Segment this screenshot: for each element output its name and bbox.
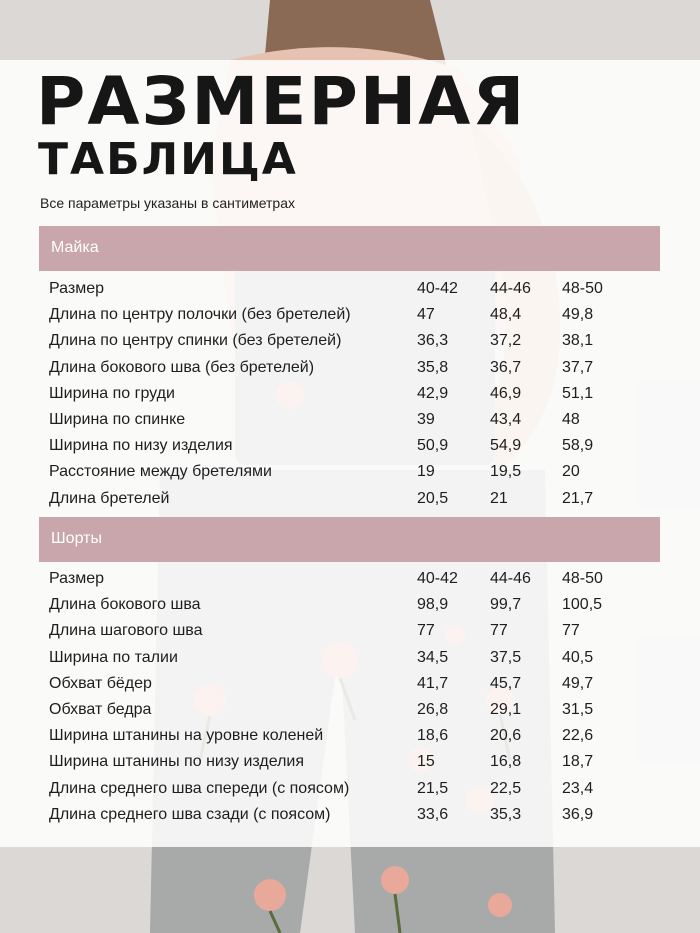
section-header-shorts <box>39 517 660 562</box>
size-value: 37,5 <box>490 648 522 666</box>
section-header-top <box>39 226 660 271</box>
size-value: 26,8 <box>417 700 449 718</box>
size-value: 15 <box>417 753 435 771</box>
size-value: 21 <box>490 489 508 507</box>
size-value: 42,9 <box>417 384 449 402</box>
size-value: 18,6 <box>417 727 449 745</box>
size-value: 46,9 <box>490 384 522 402</box>
table-row <box>0 486 700 512</box>
row-label: Длина шагового шва <box>49 622 203 640</box>
size-value: 48 <box>562 410 580 428</box>
size-value: 38,1 <box>562 332 594 350</box>
row-label: Обхват бёдер <box>49 674 152 692</box>
size-value: 36,3 <box>417 332 449 350</box>
size-value: 98,9 <box>417 596 449 614</box>
size-value: 33,6 <box>417 805 449 823</box>
row-label: Ширина по спинке <box>49 410 186 428</box>
table-row <box>0 592 700 618</box>
table-row <box>0 433 700 459</box>
size-value: 54,9 <box>490 437 522 455</box>
row-label: Обхват бедра <box>49 700 152 718</box>
row-label: Ширина по талии <box>49 648 178 666</box>
table-header-row <box>0 566 700 592</box>
subtitle: Все параметры указаны в сантиметрах <box>40 195 296 211</box>
row-label: Длина среднего шва спереди (с поясом) <box>49 779 350 797</box>
size-table-top <box>0 276 700 512</box>
size-value: 16,8 <box>490 753 522 771</box>
row-label: Длина бокового шва <box>49 596 201 614</box>
size-value: 49,8 <box>562 306 594 324</box>
table-row <box>0 618 700 644</box>
size-value: 35,3 <box>490 805 522 823</box>
size-value: 99,7 <box>490 596 522 614</box>
size-value: 36,7 <box>490 358 522 376</box>
size-value: 18,7 <box>562 753 594 771</box>
table-row <box>0 697 700 723</box>
table-row <box>0 328 700 354</box>
size-value: 37,2 <box>490 332 522 350</box>
size-value: 22,5 <box>490 779 522 797</box>
size-value: 51,1 <box>562 384 594 402</box>
size-value: 48-50 <box>562 570 603 587</box>
row-label: Расстояние между бретелями <box>49 463 272 481</box>
size-value: 31,5 <box>562 700 594 718</box>
table-row <box>0 355 700 381</box>
row-label: Размер <box>49 570 104 587</box>
size-value: 21,5 <box>417 779 449 797</box>
size-value: 49,7 <box>562 674 594 692</box>
size-value: 36,9 <box>562 805 594 823</box>
table-header-row <box>0 276 700 302</box>
row-label: Длина по центру спинки (без бретелей) <box>49 332 342 350</box>
size-value: 48-50 <box>562 280 603 297</box>
row-label: Ширина штанины на уровне коленей <box>49 727 324 745</box>
row-label: Длина бокового шва (без бретелей) <box>49 358 315 376</box>
size-value: 58,9 <box>562 437 594 455</box>
size-value: 44-46 <box>490 570 531 587</box>
size-value: 34,5 <box>417 648 449 666</box>
table-row <box>0 671 700 697</box>
size-value: 20,5 <box>417 489 449 507</box>
size-value: 40,5 <box>562 648 594 666</box>
table-row <box>0 723 700 749</box>
size-value: 47 <box>417 306 435 324</box>
table-row <box>0 776 700 802</box>
size-value: 20 <box>562 463 580 481</box>
table-row <box>0 802 700 828</box>
size-value: 48,4 <box>490 306 522 324</box>
size-value: 23,4 <box>562 779 594 797</box>
size-value: 21,7 <box>562 489 594 507</box>
row-label: Ширина штанины по низу изделия <box>49 753 304 771</box>
table-row <box>0 459 700 485</box>
size-value: 44-46 <box>490 280 531 297</box>
size-value: 77 <box>490 622 508 640</box>
size-value: 22,6 <box>562 727 594 745</box>
row-label: Ширина по низу изделия <box>49 437 233 455</box>
size-value: 29,1 <box>490 700 522 718</box>
table-row <box>0 749 700 775</box>
row-label: Размер <box>49 280 104 297</box>
row-label: Длина среднего шва сзади (с поясом) <box>49 805 331 823</box>
table-row <box>0 381 700 407</box>
size-value: 43,4 <box>490 410 522 428</box>
size-value: 40-42 <box>417 570 458 587</box>
size-value: 19,5 <box>490 463 522 481</box>
row-label: Длина по центру полочки (без бретелей) <box>49 306 351 324</box>
row-label: Длина бретелей <box>49 489 170 507</box>
page-title: РАЗМЕРНАЯ <box>36 63 527 140</box>
size-value: 77 <box>417 622 435 640</box>
size-value: 41,7 <box>417 674 449 692</box>
row-label: Ширина по груди <box>49 384 175 402</box>
section-header-label: Шорты <box>51 530 102 547</box>
table-row <box>0 645 700 671</box>
size-value: 40-42 <box>417 280 458 297</box>
table-row <box>0 302 700 328</box>
size-value: 37,7 <box>562 358 594 376</box>
size-value: 20,6 <box>490 727 522 745</box>
size-value: 35,8 <box>417 358 449 376</box>
size-value: 50,9 <box>417 437 449 455</box>
size-value: 19 <box>417 463 435 481</box>
size-value: 100,5 <box>562 596 603 614</box>
section-header-label: Майка <box>51 239 99 256</box>
table-row <box>0 407 700 433</box>
size-table-shorts <box>0 566 700 828</box>
page-title-line2: ТАБЛИЦА <box>38 134 298 185</box>
size-value: 39 <box>417 410 435 428</box>
size-value: 77 <box>562 622 580 640</box>
size-value: 45,7 <box>490 674 522 692</box>
